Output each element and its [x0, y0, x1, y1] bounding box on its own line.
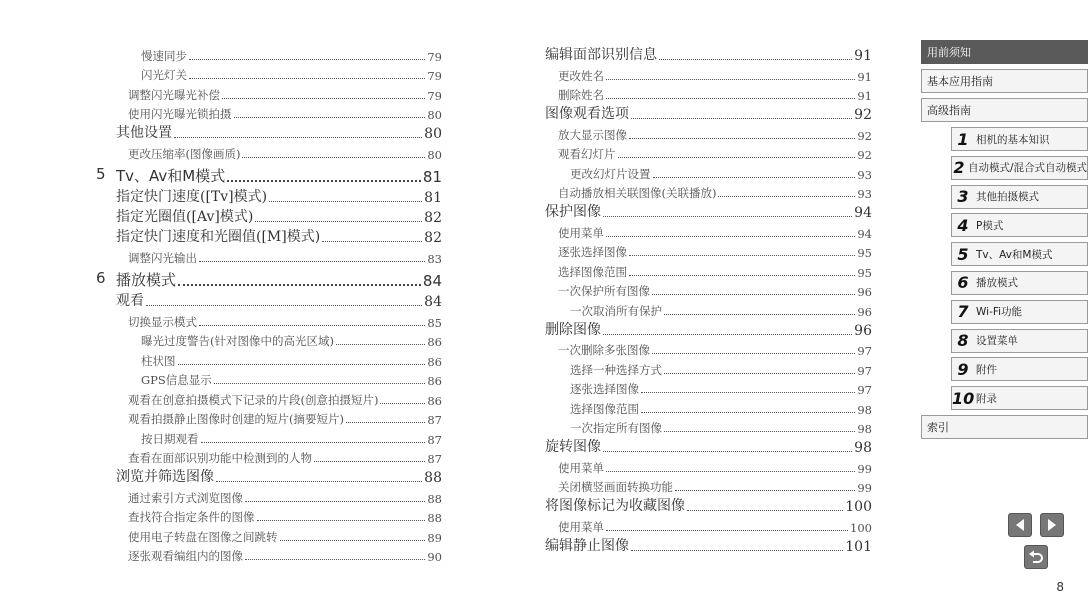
page-number: 8 — [1056, 580, 1064, 594]
dot-leader — [603, 216, 852, 217]
toc-page-number: 97 — [857, 383, 872, 397]
toc-page-number: 92 — [857, 148, 872, 162]
sidebar-chapter-button[interactable] — [951, 271, 1088, 295]
toc-page-number: 88 — [427, 511, 442, 525]
toc-entry[interactable] — [545, 378, 872, 398]
toc-page-number: 89 — [427, 530, 442, 545]
dot-leader — [245, 559, 425, 560]
toc-entry-title: 观看幻灯片 — [558, 147, 616, 161]
chapter-number: 7 — [957, 302, 969, 322]
chapter-number: 4 — [957, 215, 969, 235]
dot-leader — [618, 157, 856, 158]
toc-entry[interactable] — [96, 388, 442, 408]
toc-page-number: 86 — [427, 393, 442, 408]
dot-leader — [606, 79, 855, 80]
toc-page-number: 79 — [427, 49, 442, 64]
toc-entry[interactable] — [96, 226, 442, 246]
toc-entry[interactable] — [96, 83, 442, 103]
sidebar-chapter-button[interactable] — [951, 127, 1088, 151]
toc-page-number: 94 — [857, 226, 872, 241]
toc-entry[interactable] — [545, 103, 872, 123]
dot-leader — [234, 117, 426, 118]
toc-entry[interactable] — [96, 103, 442, 123]
toc-middle-column — [545, 44, 872, 555]
toc-entry-title: 闪光灯关 — [141, 68, 187, 82]
dot-leader — [322, 241, 422, 242]
dot-leader — [380, 403, 425, 404]
toc-entry[interactable] — [96, 310, 442, 330]
chevron-right-icon — [1046, 518, 1058, 532]
toc-entry-title: 一次指定所有图像 — [570, 421, 662, 435]
toc-entry[interactable] — [96, 545, 442, 565]
sidebar-chapter-button[interactable] — [951, 213, 1088, 237]
toc-entry-title: 将图像标记为收藏图像 — [545, 498, 685, 514]
toc-entry-title: 选择一种选择方式 — [570, 362, 662, 377]
dot-leader — [227, 180, 421, 182]
toc-entry[interactable] — [545, 515, 872, 535]
toc-page-number: 93 — [857, 167, 872, 182]
toc-page-number: 85 — [427, 315, 442, 330]
toc-entry[interactable] — [545, 123, 872, 143]
toc-page-number: 96 — [854, 322, 872, 339]
toc-entry-title: 更改幻灯片设置 — [570, 166, 651, 181]
dot-leader — [189, 78, 425, 79]
toc-entry-title: 保护图像 — [545, 204, 601, 220]
chapter-number: 9 — [957, 359, 969, 379]
dot-leader — [222, 98, 425, 99]
dot-leader — [675, 490, 855, 491]
toc-entry-title: 使用菜单 — [558, 519, 604, 534]
toc-page-number: 80 — [427, 147, 442, 162]
toc-page-number: 81 — [424, 190, 442, 206]
dot-leader — [269, 201, 422, 202]
toc-page-number: 80 — [424, 126, 442, 142]
toc-page-number: 87 — [427, 432, 442, 447]
toc-page-number: 96 — [857, 285, 872, 299]
sidebar-chapter-button[interactable] — [951, 329, 1088, 353]
chapter-number: 1 — [957, 129, 969, 149]
toc-page-number: 87 — [427, 452, 442, 466]
toc-entry[interactable] — [545, 260, 872, 280]
toc-page-number: 79 — [427, 88, 442, 103]
toc-entry[interactable] — [545, 44, 872, 64]
toc-entry-title: 一次取消所有保护 — [570, 303, 662, 318]
toc-entry-title: 播放模式 — [116, 271, 177, 289]
toc-page-number: 82 — [424, 210, 442, 226]
toc-entry[interactable] — [545, 417, 872, 437]
toc-entry-title: 一次删除多张图像 — [558, 343, 650, 357]
dot-leader — [199, 325, 425, 326]
toc-entry[interactable] — [96, 290, 442, 310]
toc-entry-title: GPS信息显示 — [141, 373, 212, 387]
sidebar-section-button[interactable]: 高级指南 — [921, 98, 1088, 122]
toc-entry-title: 调整闪光曝光补偿 — [128, 87, 220, 102]
dot-leader — [629, 275, 855, 276]
toc-entry[interactable] — [96, 206, 442, 226]
toc-page-number: 98 — [857, 422, 872, 436]
toc-entry-title: 使用闪光曝光锁拍摄 — [128, 107, 232, 121]
toc-entry-title: 使用菜单 — [558, 460, 604, 475]
dot-leader — [146, 305, 422, 306]
toc-entry-title: 删除图像 — [545, 321, 601, 338]
toc-entry[interactable] — [96, 525, 442, 545]
toc-entry[interactable] — [96, 466, 442, 486]
dot-leader — [280, 540, 426, 541]
toc-entry-title: 通过索引方式浏览图像 — [128, 490, 243, 505]
sidebar-chapter-button[interactable] — [951, 242, 1088, 266]
toc-entry-title: 关闭横竖画面转换功能 — [558, 480, 673, 494]
toc-page-number: 100 — [850, 520, 872, 535]
toc-entry-title: 删除姓名 — [558, 88, 604, 102]
toc-page-number: 83 — [427, 251, 442, 266]
toc-page-number: 91 — [857, 89, 872, 103]
toc-entry-title: 调整闪光输出 — [128, 250, 197, 265]
dot-leader — [603, 451, 852, 452]
toc-page-number: 86 — [427, 354, 442, 369]
toc-entry-title: 浏览并筛选图像 — [116, 469, 214, 485]
dot-leader — [641, 412, 855, 413]
dot-leader — [629, 255, 855, 256]
sidebar-section-button[interactable]: 用前须知 — [921, 40, 1088, 64]
dot-leader — [199, 261, 425, 262]
chapter-label: Tv、Av和M模式 — [976, 248, 1053, 261]
toc-entry-title-group — [96, 165, 225, 186]
sidebar-chapter-button[interactable] — [951, 156, 1088, 180]
toc-page-number: 99 — [857, 461, 872, 476]
dot-leader — [653, 177, 856, 178]
toc-entry[interactable] — [545, 319, 872, 339]
toc-entry-title: 放大显示图像 — [558, 127, 627, 142]
toc-page-number: 95 — [857, 265, 872, 280]
toc-entry[interactable] — [96, 447, 442, 467]
dot-leader — [664, 431, 855, 432]
toc-entry[interactable] — [96, 64, 442, 84]
toc-page-number: 80 — [427, 108, 442, 122]
toc-page-number: 79 — [427, 69, 442, 83]
toc-entry[interactable] — [96, 349, 442, 369]
toc-entry-title: 选择图像范围 — [570, 401, 639, 416]
toc-entry[interactable] — [545, 280, 872, 300]
toc-entry-title: 使用菜单 — [558, 225, 604, 240]
toc-page-number: 93 — [857, 187, 872, 201]
toc-entry-title: 选择图像范围 — [558, 264, 627, 279]
dot-leader — [257, 520, 426, 521]
dot-leader — [664, 373, 855, 374]
toc-entry-title: 慢速同步 — [141, 48, 187, 63]
toc-entry-title: 曝光过度警告(针对图像中的高光区域) — [141, 334, 334, 348]
toc-page-number: 98 — [854, 440, 872, 456]
dot-leader — [659, 59, 852, 60]
toc-page-number: 100 — [845, 499, 872, 515]
dot-leader — [631, 550, 843, 551]
toc-entry-title: 柱状图 — [141, 353, 176, 368]
chapter-label: 自动模式/混合式自动模式 — [967, 162, 1087, 175]
sidebar-chapter-button[interactable] — [951, 300, 1088, 324]
chapter-label: Wi-Fi功能 — [976, 306, 1023, 319]
toc-entry[interactable] — [96, 266, 442, 291]
toc-entry[interactable] — [545, 201, 872, 221]
toc-entry-title: 逐张观看编组内的图像 — [128, 549, 243, 563]
toc-entry-title: 自动播放相关联图像(关联播放) — [558, 186, 717, 200]
toc-page-number: 81 — [422, 168, 442, 186]
toc-entry[interactable] — [545, 535, 872, 555]
dot-leader — [606, 98, 855, 99]
dot-leader — [664, 314, 855, 315]
toc-entry-title: 切换显示模式 — [128, 314, 197, 329]
dot-leader — [718, 196, 855, 197]
sidebar-chapter-button[interactable] — [951, 185, 1088, 209]
toc-entry-title: 查看在面部识别功能中检测到的人物 — [128, 451, 312, 465]
toc-page-number: 97 — [857, 363, 872, 378]
toc-entry[interactable] — [545, 241, 872, 261]
toc-entry-title: 更改压缩率(图像画质) — [128, 146, 241, 161]
dot-leader — [603, 334, 852, 335]
toc-entry-title: 逐张选择图像 — [558, 245, 627, 259]
toc-chapter-number: 6 — [96, 269, 106, 287]
chapter-number: 10 — [952, 388, 975, 408]
toc-page-number: 82 — [424, 230, 442, 246]
toc-entry[interactable] — [96, 246, 442, 266]
dot-leader — [641, 392, 855, 393]
toc-page-number: 84 — [422, 272, 442, 290]
sidebar-section-button[interactable]: 基本应用指南 — [921, 69, 1088, 93]
sidebar-chapter-button[interactable] — [951, 357, 1088, 381]
toc-left-column — [96, 44, 442, 564]
chapter-sidebar — [921, 40, 1088, 444]
toc-entry[interactable] — [96, 122, 442, 142]
toc-page-number: 95 — [857, 246, 872, 260]
toc-entry[interactable] — [545, 358, 872, 378]
dot-leader — [255, 221, 422, 222]
toc-page-number: 94 — [854, 205, 872, 221]
toc-entry[interactable] — [96, 162, 442, 187]
toc-entry[interactable] — [545, 182, 872, 202]
toc-entry[interactable] — [96, 44, 442, 64]
chapter-label: 附件 — [976, 363, 997, 376]
chapter-label: P模式 — [976, 219, 1004, 232]
dot-leader — [178, 364, 426, 365]
toc-entry[interactable] — [96, 408, 442, 428]
chapter-number: 2 — [953, 158, 965, 178]
toc-entry[interactable] — [96, 506, 442, 526]
toc-page-number: 86 — [427, 374, 442, 388]
toc-entry[interactable] — [96, 369, 442, 389]
toc-entry-title: 其他设置 — [116, 125, 172, 141]
toc-entry-title: 使用电子转盘在图像之间跳转 — [128, 529, 278, 544]
sidebar-index-button[interactable]: 索引 — [921, 415, 1088, 439]
toc-entry-title: 旋转图像 — [545, 439, 601, 455]
toc-entry[interactable] — [545, 221, 872, 241]
toc-page-number: 84 — [424, 294, 442, 310]
dot-leader — [314, 461, 425, 462]
toc-entry[interactable] — [545, 339, 872, 359]
toc-entry[interactable] — [96, 186, 442, 206]
return-arrow-icon — [1028, 550, 1044, 564]
dot-leader — [214, 383, 426, 384]
chapter-number: 5 — [957, 244, 969, 264]
toc-entry[interactable] — [545, 84, 872, 104]
toc-page-number: 92 — [857, 128, 872, 143]
next-page-button[interactable] — [1040, 513, 1064, 537]
toc-page-number: 86 — [427, 335, 442, 349]
toc-entry-title: 查找符合指定条件的图像 — [128, 510, 255, 524]
toc-entry[interactable] — [96, 427, 442, 447]
toc-entry[interactable] — [545, 162, 872, 182]
dot-leader — [189, 59, 425, 60]
chapter-number: 6 — [957, 273, 969, 293]
chapter-number: 8 — [957, 331, 969, 351]
toc-page-number: 91 — [857, 69, 872, 84]
toc-page-number: 96 — [857, 304, 872, 319]
toc-entry[interactable] — [545, 299, 872, 319]
toc-entry-title: Tv、Av和M模式 — [116, 167, 226, 185]
toc-chapter-number: 5 — [96, 165, 106, 183]
toc-entry-title: 按日期观看 — [141, 431, 199, 446]
toc-entry[interactable] — [545, 143, 872, 163]
dot-leader — [606, 530, 848, 531]
toc-entry[interactable] — [545, 397, 872, 417]
toc-entry-title: 指定快门速度和光圈值([M]模式) — [116, 229, 321, 245]
toc-page-number: 101 — [845, 538, 872, 555]
toc-entry-title: 指定光圈值([Av]模式) — [116, 209, 254, 225]
toc-entry-title: 指定快门速度([Tv]模式) — [116, 189, 268, 205]
chevron-left-icon — [1014, 518, 1026, 532]
dot-leader — [652, 353, 855, 354]
toc-entry-title: 编辑静止图像 — [545, 537, 629, 554]
toc-entry-title: 编辑面部识别信息 — [545, 47, 657, 63]
toc-page-number: 97 — [857, 344, 872, 358]
toc-entry-title: 图像观看选项 — [545, 106, 629, 122]
toc-page-number: 90 — [427, 550, 442, 564]
toc-page-number: 91 — [854, 48, 872, 64]
dot-leader — [606, 236, 855, 237]
toc-entry[interactable] — [545, 476, 872, 496]
dot-leader — [629, 138, 855, 139]
toc-entry[interactable] — [545, 495, 872, 515]
toc-entry-title: 一次保护所有图像 — [558, 284, 650, 298]
sidebar-chapter-button[interactable] — [951, 386, 1088, 410]
toc-entry-title: 观看拍摄静止图像时创建的短片(摘要短片) — [128, 412, 344, 426]
dot-leader — [631, 118, 852, 119]
toc-entry-title: 观看在创意拍摄模式下记录的片段(创意拍摄短片) — [128, 392, 379, 407]
toc-entry[interactable] — [96, 142, 442, 162]
dot-leader — [216, 481, 422, 482]
dot-leader — [242, 157, 425, 158]
chapter-label: 设置菜单 — [976, 335, 1018, 348]
toc-page-number: 88 — [427, 491, 442, 506]
dot-leader — [174, 137, 422, 138]
chapter-label: 附录 — [976, 392, 997, 405]
toc-entry[interactable] — [96, 330, 442, 350]
dot-leader — [178, 284, 421, 286]
toc-page-number: 88 — [424, 470, 442, 486]
toc-entry-title: 逐张选择图像 — [570, 382, 639, 396]
toc-entry-title-group — [96, 269, 176, 290]
dot-leader — [336, 344, 425, 345]
toc-entry-title: 观看 — [116, 293, 144, 309]
toc-entry[interactable] — [545, 436, 872, 456]
toc-page-number: 87 — [427, 413, 442, 427]
chapter-label: 播放模式 — [976, 277, 1018, 290]
dot-leader — [201, 442, 426, 443]
toc-entry[interactable] — [96, 486, 442, 506]
dot-leader — [346, 422, 425, 423]
dot-leader — [687, 510, 843, 511]
chapter-number: 3 — [957, 187, 969, 207]
toc-entry[interactable] — [545, 64, 872, 84]
dot-leader — [606, 471, 855, 472]
toc-entry-title: 更改姓名 — [558, 68, 604, 83]
toc-page-number: 92 — [854, 107, 872, 123]
toc-entry[interactable] — [545, 456, 872, 476]
toc-page-number: 99 — [857, 481, 872, 495]
chapter-label: 相机的基本知识 — [976, 133, 1050, 146]
previous-page-button[interactable] — [1008, 513, 1032, 537]
back-button[interactable] — [1024, 545, 1048, 569]
dot-leader — [652, 294, 855, 295]
toc-page-number: 98 — [857, 402, 872, 417]
chapter-label: 其他拍摄模式 — [976, 191, 1039, 204]
dot-leader — [245, 501, 425, 502]
